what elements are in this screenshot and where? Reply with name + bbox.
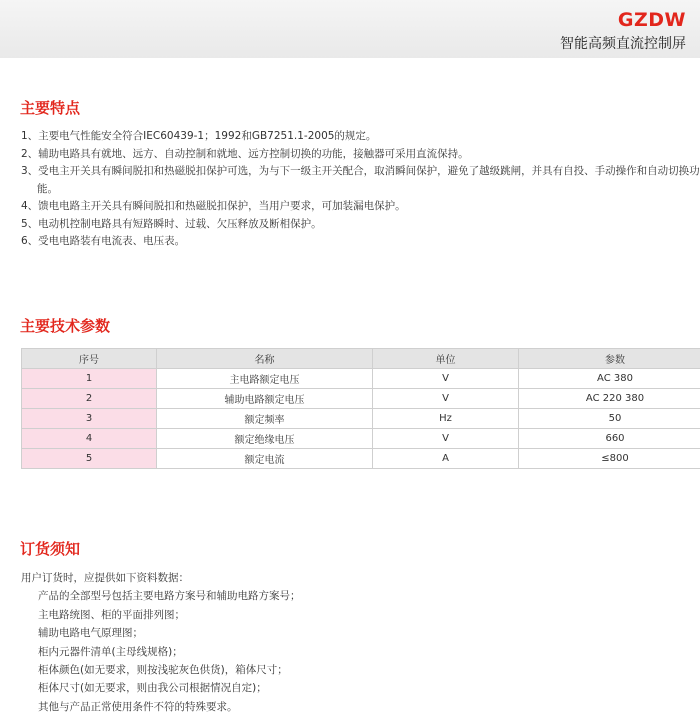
product-title: 智能高频直流控制屏 (560, 36, 686, 52)
table-row (22, 409, 700, 429)
col-header-name: 名称 (157, 349, 373, 369)
spec-table (21, 348, 700, 469)
row-value: AC 220 380 (519, 389, 700, 409)
feature-item: 5、电动机控制电路具有短路瞬时、过载、欠压释放及断相保护。 (21, 217, 322, 230)
order-heading: 订货须知 (20, 540, 81, 558)
row-value: 50 (519, 409, 700, 429)
col-header-index: 序号 (22, 349, 157, 369)
spec-table-header-row (22, 349, 700, 369)
row-index: 2 (22, 389, 157, 409)
feature-item: 2、辅助电路具有就地、远方、自动控制和就地、远方控制切换的功能，接触器可采用直流保持。 (21, 147, 469, 160)
features-list (21, 128, 700, 251)
order-item: 产品的全部型号包括主要电路方案号和辅助电路方案号； (38, 590, 301, 603)
feature-item: 4、馈电电路主开关具有瞬间脱扣和热磁脱扣保护，当用户要求，可加装漏电保护。 (21, 200, 406, 212)
row-index: 1 (22, 369, 157, 389)
order-item: 其他与产品正常使用条件不符的特殊要求。 (38, 700, 238, 713)
row-unit: Hz (373, 409, 519, 429)
row-name: 额定电流 (157, 449, 373, 469)
brand-logo-text: GZDW (617, 9, 686, 31)
order-items (21, 587, 700, 716)
order-item: 柜体颜色(如无要求，则按浅驼灰色供货)，箱体尺寸； (38, 664, 288, 677)
row-name: 主电路额定电压 (157, 369, 373, 389)
page-header (0, 0, 700, 58)
row-value: 660 (519, 429, 700, 449)
row-name: 辅助电路额定电压 (157, 389, 373, 409)
order-notes (21, 569, 700, 716)
row-unit: V (373, 369, 519, 389)
features-heading: 主要特点 (20, 99, 81, 117)
order-intro: 用户订货时，应提供如下资料数据： (21, 572, 189, 584)
row-name: 额定频率 (157, 409, 373, 429)
order-item: 柜体尺寸(如无要求，则由我公司根据情况自定)； (38, 682, 267, 695)
row-value: ≤800 (519, 449, 700, 469)
row-unit: V (373, 429, 519, 449)
row-unit: V (373, 389, 519, 409)
feature-item: 3、受电主开关具有瞬间脱扣和热磁脱扣保护可选，为与下一级主开关配合，取消瞬间保护，避免了越级跳闸，并具有自投、手动操作和自动切换功能。 (21, 165, 700, 195)
row-index: 5 (22, 449, 157, 469)
order-item: 柜内元器件清单(主母线规格)； (38, 645, 183, 658)
row-unit: A (373, 449, 519, 469)
specs-heading: 主要技术参数 (20, 317, 111, 335)
table-row (22, 389, 700, 409)
table-row (22, 449, 700, 469)
row-value: AC 380 (519, 369, 700, 389)
table-row (22, 369, 700, 389)
col-header-unit: 单位 (373, 349, 519, 369)
feature-item: 1、主要电气性能安全符合IEC60439-1；1992和GB7251.1-2005的规定。 (21, 130, 377, 142)
row-index: 3 (22, 409, 157, 429)
order-item: 主电路统图、柜的平面排列图； (38, 608, 185, 621)
row-name: 额定绝缘电压 (157, 429, 373, 449)
row-index: 4 (22, 429, 157, 449)
table-row (22, 429, 700, 449)
col-header-value: 参数 (519, 349, 700, 369)
order-item: 辅助电路电气原理图； (38, 627, 143, 640)
feature-item: 6、受电电路装有电流表、电压表。 (21, 235, 186, 247)
